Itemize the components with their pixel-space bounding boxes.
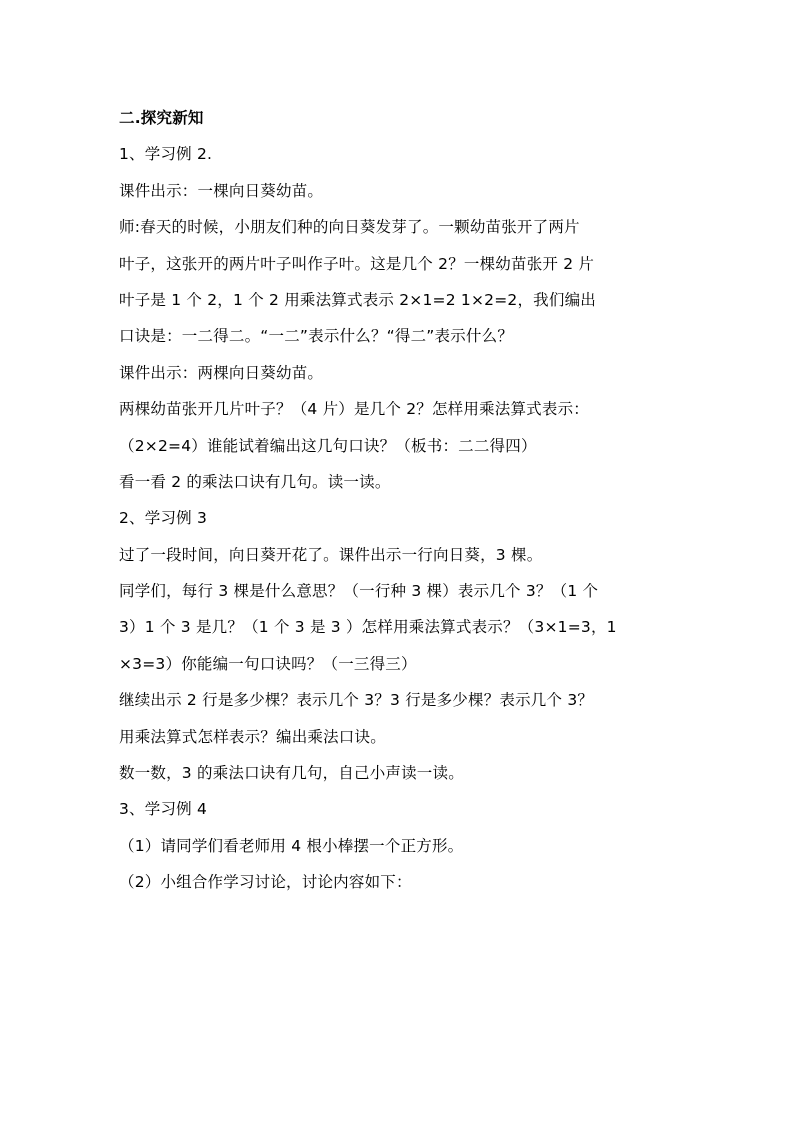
- paragraph-line: 用乘法算式怎样表示？编出乘法口诀。: [119, 727, 386, 746]
- paragraph-line: 同学们，每行 3 棵是什么意思？（一行种 3 棵）表示几个 3？（1 个: [119, 582, 599, 601]
- paragraph-line: 口诀是：一二得二。“一二”表示什么？“得二”表示什么？: [119, 327, 514, 346]
- paragraph-line: 数一数，3 的乘法口诀有几句，自己小声读一读。: [119, 764, 464, 783]
- paragraph-line: 看一看 2 的乘法口诀有几句。读一读。: [119, 472, 391, 491]
- paragraph-line: 两棵幼苗张开几片叶子？（4 片）是几个 2？怎样用乘法算式表示：: [119, 400, 589, 419]
- paragraph-line: 1、学习例 2.: [119, 145, 213, 164]
- section-heading: 二.探究新知: [119, 109, 204, 127]
- document-body: [119, 100, 679, 901]
- paragraph-line: 叶子，这张开的两片叶子叫作子叶。这是几个 2？一棵幼苗张开 2 片: [119, 254, 595, 273]
- paragraph-line: ×3=3）你能编一句口诀吗？（一三得三）: [119, 654, 417, 673]
- paragraph-line: 叶子是 1 个 2，1 个 2 用乘法算式表示 2×1=2 1×2=2，我们编出: [119, 290, 596, 309]
- paragraph-line: 师:春天的时候，小朋友们种的向日葵发芽了。一颗幼苗张开了两片: [119, 218, 580, 237]
- paragraph-line: 过了一段时间，向日葵开花了。课件出示一行向日葵，3 棵。: [119, 545, 543, 564]
- paragraph-line: 2、学习例 3: [119, 509, 208, 528]
- paragraph-line: （2×2=4）谁能试着编出这几句口诀？（板书：二二得四）: [119, 436, 537, 455]
- paragraph-line: 3、学习例 4: [119, 800, 208, 819]
- paragraph-line: 3）1 个 3 是几？（1 个 3 是 3 ）怎样用乘法算式表示？（3×1=3，1: [119, 618, 617, 637]
- paragraph-line: 课件出示：一棵向日葵幼苗。: [119, 181, 324, 200]
- paragraph-line: 继续出示 2 行是多少棵？表示几个 3？3 行是多少棵？表示几个 3？: [119, 691, 594, 710]
- paragraph-line: （1）请同学们看老师用 4 根小棒摆一个正方形。: [119, 836, 464, 855]
- paragraph-line: （2）小组合作学习讨论，讨论内容如下：: [119, 873, 412, 892]
- paragraph-line: 课件出示：两棵向日葵幼苗。: [119, 363, 324, 382]
